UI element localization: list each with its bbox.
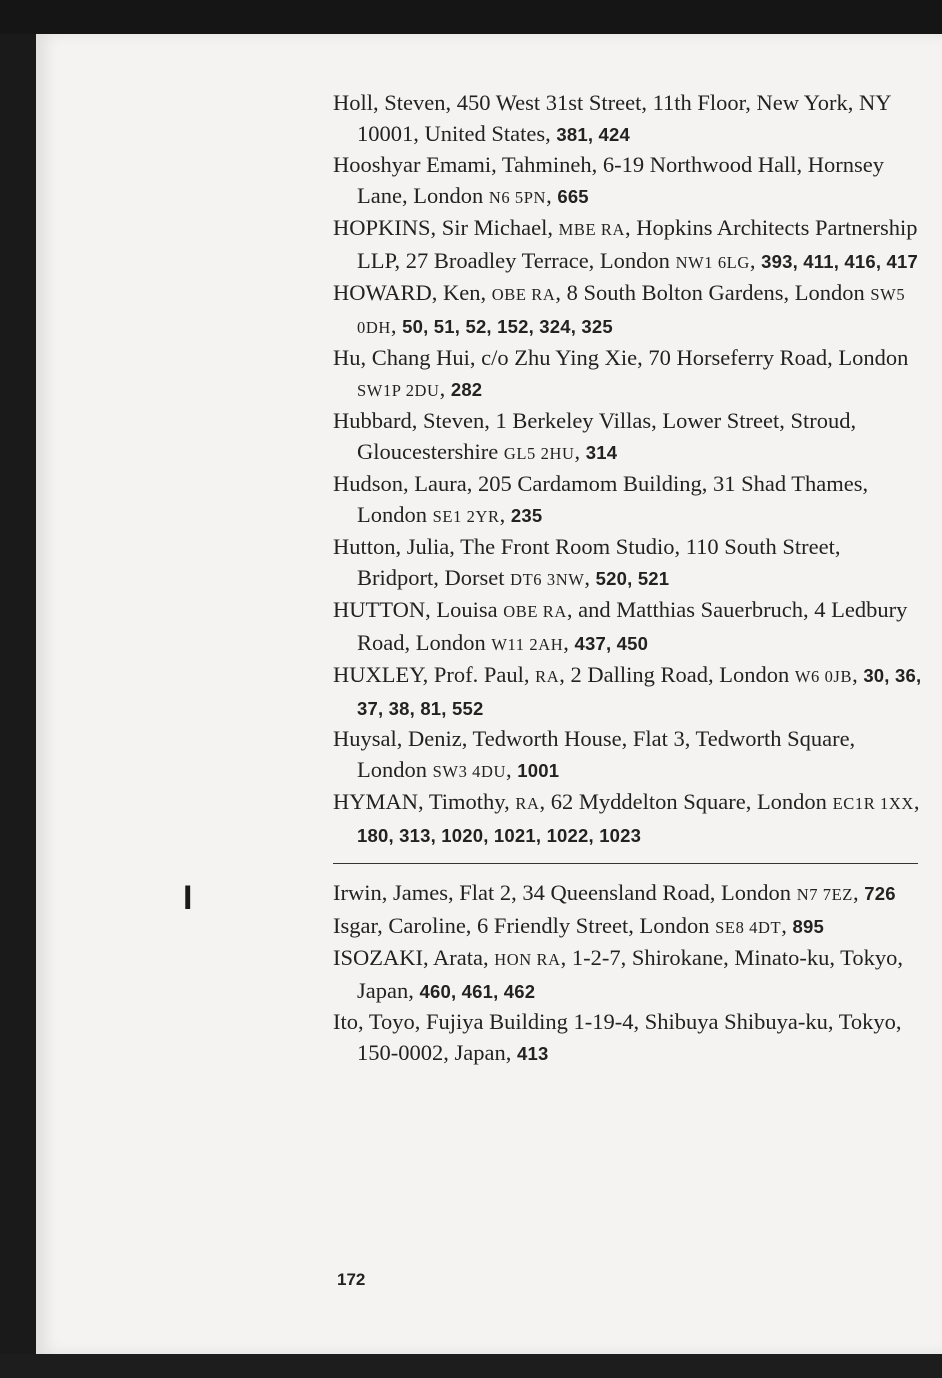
index-entry	[333, 1007, 923, 1069]
index-entry	[333, 660, 923, 724]
entry-separator: ,	[499, 501, 511, 527]
entry-separator: ,	[852, 662, 864, 687]
entry-postcode: SE1 2YR	[432, 506, 500, 526]
entry-page-refs: 30, 36, 37, 38, 81, 552	[357, 665, 922, 719]
index-entry	[333, 595, 923, 660]
entry-separator: ,	[584, 564, 596, 590]
entry-page-refs: 460, 461, 462	[419, 980, 536, 1002]
entry-page-refs: 282	[450, 378, 483, 400]
entry-separator: ,	[546, 182, 558, 208]
entry-address: , 2 Dalling Road, London	[559, 662, 795, 687]
entry-name-address: Hutton, Julia, The Front Room Studio, 110 South Street, Bridport, Dorset	[333, 534, 841, 590]
entry-honours: OBE RA	[503, 602, 567, 621]
entry-page-refs: 393, 411, 416, 417	[761, 250, 919, 272]
entry-postcode: NW1 6LG	[675, 252, 750, 272]
entry-separator: ,	[913, 789, 920, 814]
index-entry	[333, 469, 923, 532]
index-entry	[333, 406, 923, 469]
entry-page-refs: 1001	[517, 759, 560, 781]
entry-postcode: W11 2AH	[491, 634, 564, 654]
entry-postcode: DT6 3NW	[510, 569, 585, 589]
entry-separator: ,	[781, 912, 793, 938]
entry-name-address: Huysal, Deniz, Tedworth House, Flat 3, Tedworth Square, London	[333, 726, 856, 782]
entry-name-address: Irwin, James, Flat 2, 34 Queensland Road, London	[333, 880, 797, 905]
index-entry	[333, 724, 923, 787]
entry-name-address: Hubbard, Steven, 1 Berkeley Villas, Lower Street, Stroud, Gloucestershire	[333, 408, 857, 464]
index-entries-i	[333, 878, 923, 1069]
entry-address: , 1-2-7, Shirokane, Minato-ku, Tokyo, Japan,	[357, 945, 903, 1003]
entry-page-refs: 235	[510, 504, 543, 526]
entry-name-address: HUTTON, Louisa	[333, 597, 504, 622]
entry-postcode: SW1P 2DU	[357, 380, 440, 400]
entry-honours: OBE RA	[491, 285, 556, 304]
entry-postcode: N6 5PN	[488, 187, 547, 207]
index-entry	[333, 787, 923, 851]
entry-honours: RA	[515, 794, 540, 813]
entry-page-refs: 520, 521	[595, 567, 670, 589]
entry-name-address: Hu, Chang Hui, c/o Zhu Ying Xie, 70 Horseferry Road, London	[333, 345, 909, 370]
entry-page-refs: 50, 51, 52, 152, 324, 325	[402, 315, 613, 337]
entry-postcode: SE8 4DT	[715, 917, 782, 937]
index-entry	[333, 343, 923, 406]
entry-honours: HON RA	[494, 950, 561, 969]
entry-separator: ,	[390, 312, 403, 338]
entry-separator: ,	[506, 756, 518, 782]
entry-page-refs: 381, 424	[556, 123, 630, 145]
scan-bottom-edge	[0, 1354, 942, 1378]
entry-page-refs: 413	[516, 1042, 549, 1064]
index-entry	[333, 911, 923, 944]
entry-name-address: Ito, Toyo, Fujiya Building 1-19-4, Shibuya Shibuya-ku, Tokyo, 150-0002, Japan,	[333, 1009, 902, 1065]
entry-page-refs: 665	[557, 185, 589, 207]
entry-page-refs: 314	[585, 441, 618, 463]
entry-honours: MBE RA	[558, 220, 626, 239]
index-entry	[333, 878, 923, 911]
scan-left-edge	[0, 34, 36, 1354]
entry-page-refs: 895	[792, 915, 824, 937]
entry-name-address: HUXLEY, Prof. Paul,	[333, 662, 536, 687]
entry-separator: ,	[563, 629, 575, 655]
index-entry	[333, 88, 923, 150]
entry-name-address: Holl, Steven, 450 West 31st Street, 11th Floor, New York, NY 10001, United States,	[333, 90, 891, 146]
section-divider	[333, 863, 918, 864]
entry-postcode: GL5 2HU	[503, 443, 575, 463]
entry-separator: ,	[853, 880, 865, 905]
index-entry	[333, 150, 923, 213]
index-entry	[333, 943, 923, 1007]
entry-postcode: SW5 0DH	[357, 285, 906, 337]
entry-name-address: HOWARD, Ken,	[333, 280, 492, 305]
entry-page-refs: 437, 450	[574, 632, 649, 654]
entry-page-refs: 180, 313, 1020, 1021, 1022, 1023	[357, 824, 642, 846]
entry-postcode: SW3 4DU	[432, 761, 507, 781]
entry-honours: RA	[535, 667, 560, 686]
entry-page-refs: 726	[864, 883, 896, 904]
section-letter: I	[183, 879, 193, 917]
index-entry	[333, 532, 923, 595]
page-number: 172	[337, 1270, 366, 1289]
index-entries-h	[333, 88, 923, 851]
entry-name-address: Hudson, Laura, 205 Cardamom Building, 31 Shad Thames, London	[333, 471, 869, 527]
entry-name-address: Isgar, Caroline, 6 Friendly Street, London	[333, 912, 716, 938]
entry-name-address: HYMAN, Timothy,	[333, 789, 516, 814]
entry-separator: ,	[439, 375, 451, 401]
entry-address: , Hopkins Architects Partnership LLP, 27 Broadley Terrace, London	[357, 215, 918, 273]
entry-separator: ,	[749, 247, 762, 273]
index-entry	[333, 213, 923, 278]
entry-postcode: W6 0JB	[794, 667, 853, 686]
entry-name-address: Hooshyar Emami, Tahmineh, 6-19 Northwood Hall, Hornsey Lane, London	[333, 152, 885, 208]
entry-separator: ,	[574, 438, 586, 464]
entry-name-address: HOPKINS, Sir Michael,	[333, 215, 559, 240]
entry-address: , and Matthias Sauerbruch, 4 Ledbury Road, London	[357, 597, 908, 655]
entry-postcode: N7 7EZ	[796, 885, 853, 904]
entry-postcode: EC1R 1XX	[832, 794, 914, 813]
index-entry	[333, 278, 923, 343]
entry-name-address: ISOZAKI, Arata,	[333, 945, 495, 970]
entry-address: , 8 South Bolton Gardens, London	[555, 280, 871, 305]
scan-top-edge	[0, 0, 942, 34]
entry-address: , 62 Myddelton Square, London	[539, 789, 833, 814]
